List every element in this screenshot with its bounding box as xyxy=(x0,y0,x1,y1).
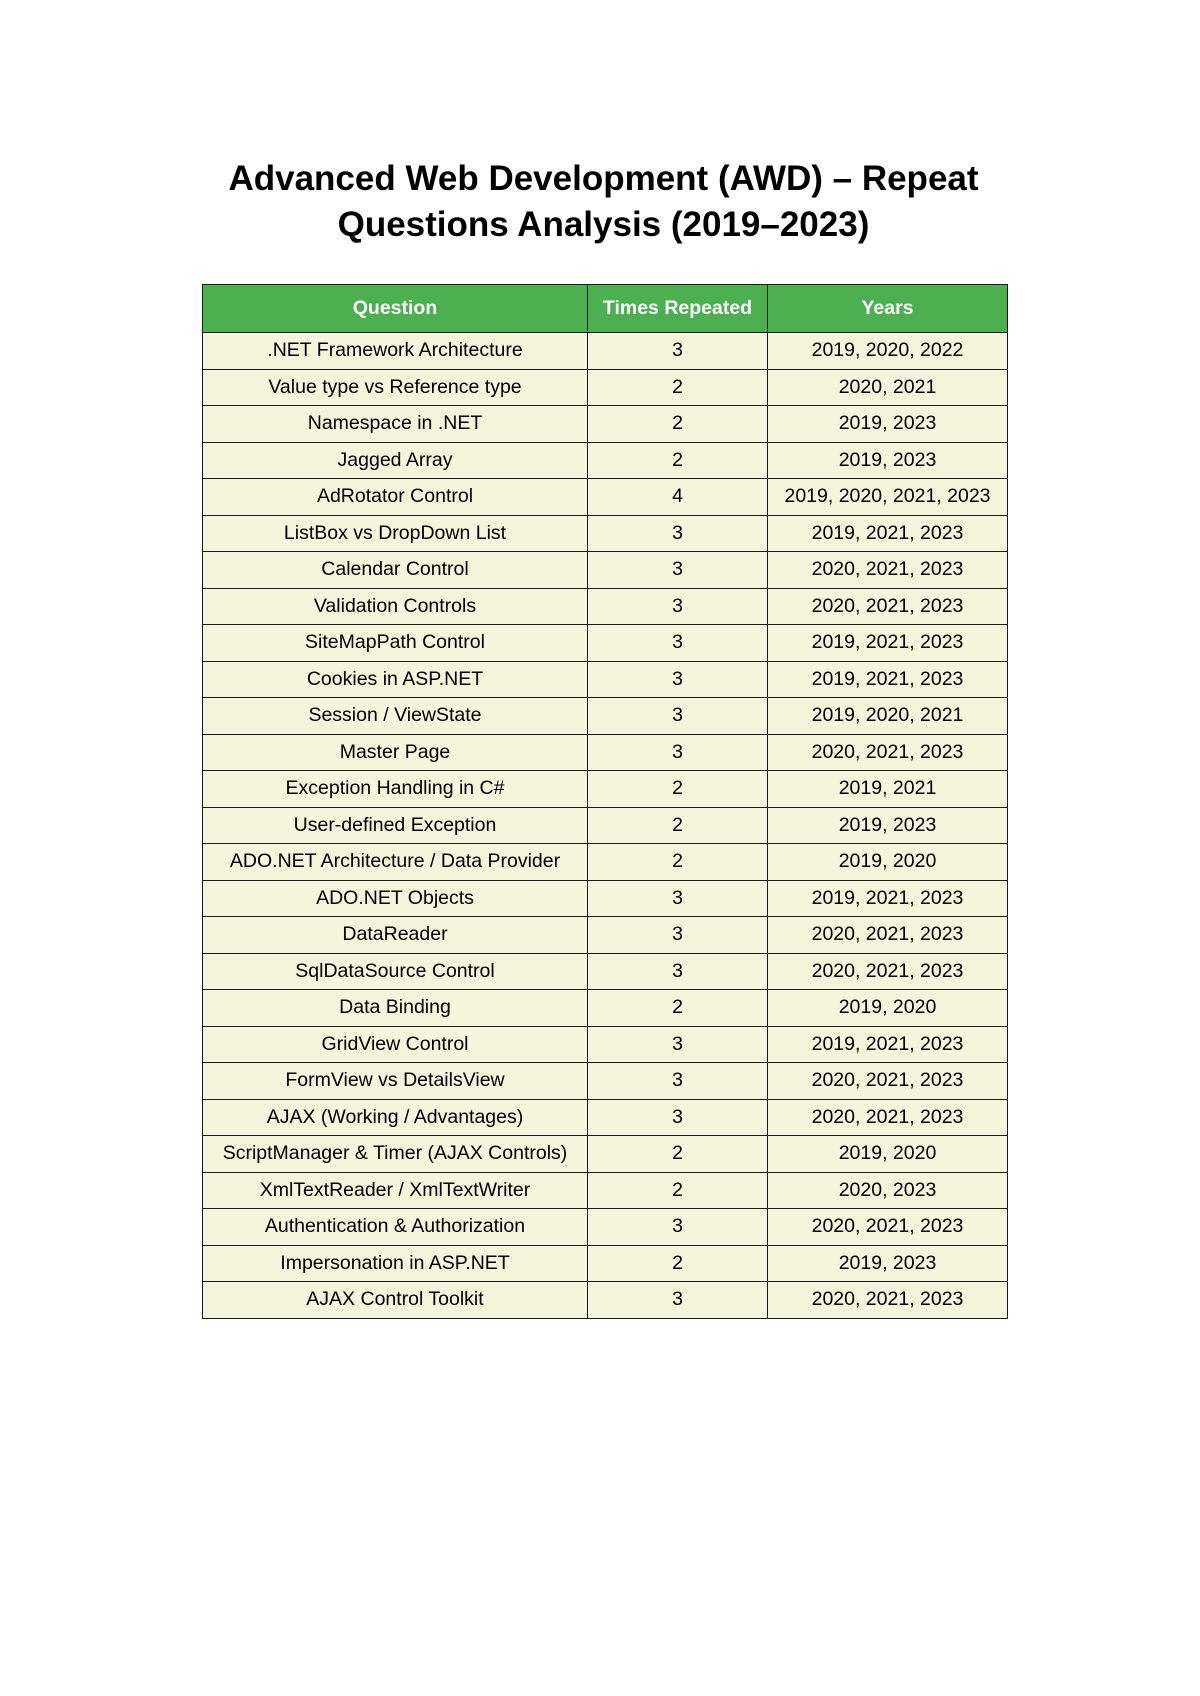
times-repeated-cell: 3 xyxy=(588,515,768,552)
times-repeated-cell: 2 xyxy=(588,1245,768,1282)
table-row xyxy=(203,479,1008,516)
years-cell: 2019, 2021, 2023 xyxy=(768,625,1008,662)
years-cell: 2019, 2021, 2023 xyxy=(768,1026,1008,1063)
times-repeated-cell: 2 xyxy=(588,807,768,844)
table-row xyxy=(203,661,1008,698)
column-header-times-repeated: Times Repeated xyxy=(588,285,768,333)
table-row xyxy=(203,1063,1008,1100)
question-cell: DataReader xyxy=(203,917,588,954)
column-header-question: Question xyxy=(203,285,588,333)
times-repeated-cell: 2 xyxy=(588,771,768,808)
years-cell: 2019, 2020, 2021, 2023 xyxy=(768,479,1008,516)
times-repeated-cell: 3 xyxy=(588,1282,768,1319)
years-cell: 2020, 2021, 2023 xyxy=(768,1282,1008,1319)
question-cell: ListBox vs DropDown List xyxy=(203,515,588,552)
table-row xyxy=(203,369,1008,406)
question-cell: ADO.NET Objects xyxy=(203,880,588,917)
question-cell: AJAX Control Toolkit xyxy=(203,1282,588,1319)
question-cell: Validation Controls xyxy=(203,588,588,625)
column-header-years: Years xyxy=(768,285,1008,333)
times-repeated-cell: 2 xyxy=(588,369,768,406)
question-cell: .NET Framework Architecture xyxy=(203,333,588,370)
years-cell: 2020, 2021, 2023 xyxy=(768,552,1008,589)
years-cell: 2019, 2020 xyxy=(768,1136,1008,1173)
years-cell: 2020, 2021, 2023 xyxy=(768,953,1008,990)
question-cell: Authentication & Authorization xyxy=(203,1209,588,1246)
years-cell: 2019, 2020, 2022 xyxy=(768,333,1008,370)
times-repeated-cell: 3 xyxy=(588,1063,768,1100)
question-cell: AJAX (Working / Advantages) xyxy=(203,1099,588,1136)
years-cell: 2019, 2020 xyxy=(768,990,1008,1027)
question-cell: AdRotator Control xyxy=(203,479,588,516)
question-cell: Master Page xyxy=(203,734,588,771)
years-cell: 2019, 2021, 2023 xyxy=(768,515,1008,552)
table-body xyxy=(203,333,1008,1319)
years-cell: 2019, 2020 xyxy=(768,844,1008,881)
table-row xyxy=(203,1245,1008,1282)
table-row xyxy=(203,625,1008,662)
question-cell: Exception Handling in C# xyxy=(203,771,588,808)
question-cell: ScriptManager & Timer (AJAX Controls) xyxy=(203,1136,588,1173)
table-header xyxy=(203,285,1008,333)
times-repeated-cell: 3 xyxy=(588,625,768,662)
years-cell: 2020, 2023 xyxy=(768,1172,1008,1209)
years-cell: 2019, 2020, 2021 xyxy=(768,698,1008,735)
question-cell: SqlDataSource Control xyxy=(203,953,588,990)
question-cell: Impersonation in ASP.NET xyxy=(203,1245,588,1282)
question-cell: GridView Control xyxy=(203,1026,588,1063)
times-repeated-cell: 3 xyxy=(588,734,768,771)
years-cell: 2019, 2021 xyxy=(768,771,1008,808)
times-repeated-cell: 3 xyxy=(588,698,768,735)
table-row xyxy=(203,515,1008,552)
table-row xyxy=(203,734,1008,771)
table-row xyxy=(203,588,1008,625)
table-row xyxy=(203,1136,1008,1173)
table-row xyxy=(203,552,1008,589)
years-cell: 2019, 2021, 2023 xyxy=(768,661,1008,698)
times-repeated-cell: 3 xyxy=(588,917,768,954)
table-row xyxy=(203,698,1008,735)
table-row xyxy=(203,1209,1008,1246)
years-cell: 2019, 2023 xyxy=(768,406,1008,443)
question-cell: Namespace in .NET xyxy=(203,406,588,443)
table-row xyxy=(203,844,1008,881)
table-row xyxy=(203,1026,1008,1063)
question-cell: Value type vs Reference type xyxy=(203,369,588,406)
table-row xyxy=(203,953,1008,990)
table-row xyxy=(203,406,1008,443)
years-cell: 2019, 2023 xyxy=(768,1245,1008,1282)
times-repeated-cell: 2 xyxy=(588,844,768,881)
years-cell: 2020, 2021, 2023 xyxy=(768,1099,1008,1136)
years-cell: 2019, 2023 xyxy=(768,442,1008,479)
question-cell: Data Binding xyxy=(203,990,588,1027)
times-repeated-cell: 2 xyxy=(588,1172,768,1209)
times-repeated-cell: 3 xyxy=(588,1099,768,1136)
years-cell: 2020, 2021, 2023 xyxy=(768,917,1008,954)
header-row xyxy=(203,285,1008,333)
question-cell: FormView vs DetailsView xyxy=(203,1063,588,1100)
table-row xyxy=(203,333,1008,370)
years-cell: 2020, 2021, 2023 xyxy=(768,1063,1008,1100)
title-line-2: Questions Analysis (2019–2023) xyxy=(337,205,870,244)
years-cell: 2019, 2021, 2023 xyxy=(768,880,1008,917)
title-line-1: Advanced Web Development (AWD) – Repeat xyxy=(228,159,979,198)
table-row xyxy=(203,807,1008,844)
question-cell: Calendar Control xyxy=(203,552,588,589)
times-repeated-cell: 2 xyxy=(588,442,768,479)
question-cell: XmlTextReader / XmlTextWriter xyxy=(203,1172,588,1209)
repeat-questions-table xyxy=(202,284,1008,1319)
years-cell: 2020, 2021, 2023 xyxy=(768,1209,1008,1246)
times-repeated-cell: 3 xyxy=(588,1209,768,1246)
times-repeated-cell: 3 xyxy=(588,1026,768,1063)
question-cell: Cookies in ASP.NET xyxy=(203,661,588,698)
table-row xyxy=(203,771,1008,808)
times-repeated-cell: 2 xyxy=(588,1136,768,1173)
times-repeated-cell: 3 xyxy=(588,880,768,917)
times-repeated-cell: 3 xyxy=(588,552,768,589)
times-repeated-cell: 3 xyxy=(588,661,768,698)
question-cell: Session / ViewState xyxy=(203,698,588,735)
times-repeated-cell: 2 xyxy=(588,990,768,1027)
page-title xyxy=(150,156,1057,248)
table-row xyxy=(203,1282,1008,1319)
table-row xyxy=(203,442,1008,479)
years-cell: 2020, 2021, 2023 xyxy=(768,734,1008,771)
times-repeated-cell: 4 xyxy=(588,479,768,516)
times-repeated-cell: 3 xyxy=(588,953,768,990)
times-repeated-cell: 2 xyxy=(588,406,768,443)
table-row xyxy=(203,990,1008,1027)
times-repeated-cell: 3 xyxy=(588,588,768,625)
table-row xyxy=(203,917,1008,954)
table-row xyxy=(203,1099,1008,1136)
question-cell: Jagged Array xyxy=(203,442,588,479)
table-row xyxy=(203,880,1008,917)
years-cell: 2020, 2021 xyxy=(768,369,1008,406)
times-repeated-cell: 3 xyxy=(588,333,768,370)
question-cell: User-defined Exception xyxy=(203,807,588,844)
question-cell: SiteMapPath Control xyxy=(203,625,588,662)
years-cell: 2020, 2021, 2023 xyxy=(768,588,1008,625)
table-row xyxy=(203,1172,1008,1209)
question-cell: ADO.NET Architecture / Data Provider xyxy=(203,844,588,881)
years-cell: 2019, 2023 xyxy=(768,807,1008,844)
